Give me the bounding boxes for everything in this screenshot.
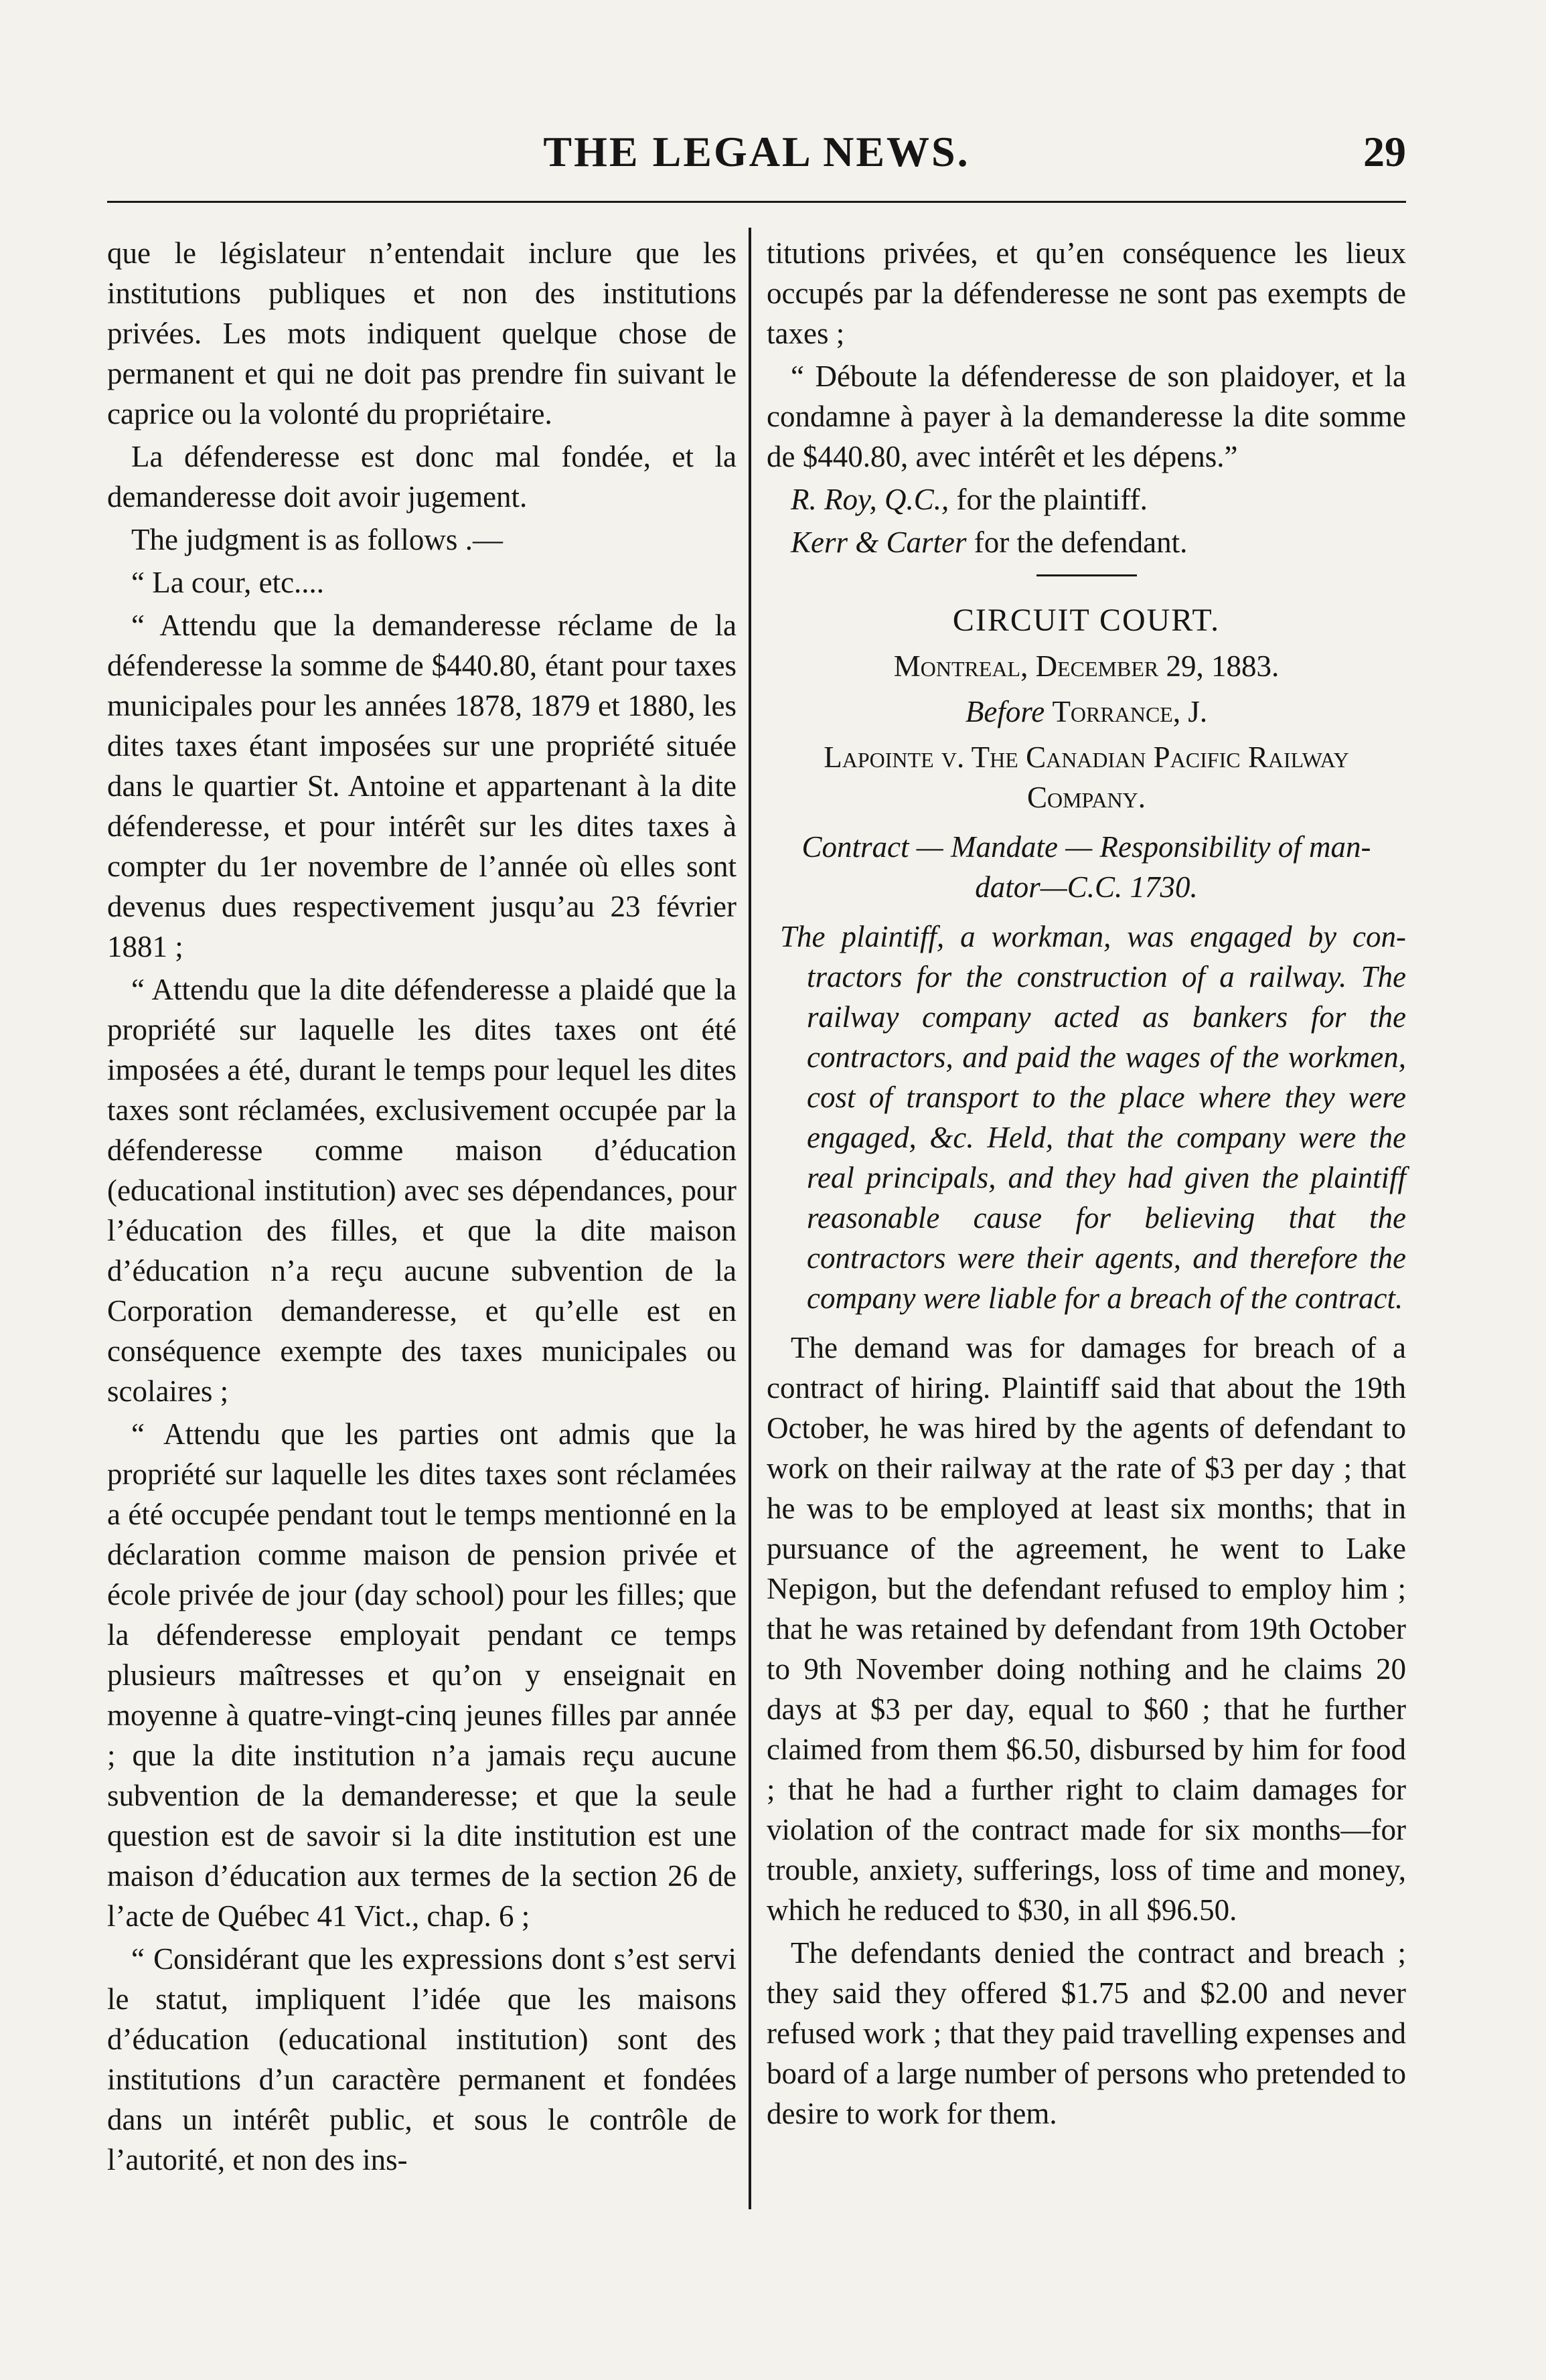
subject-head: Contract — Mandate — Responsibility of mandator—C.C. 1730. — [801, 830, 1371, 904]
paragraph: “ Attendu que la dite défenderesse a plaidé que la propriété sur laquelle les dites taxes ont été imposées a été, durant le temps pour lequel les dites taxes sont réclamées, exclusivement occupée par la défenderesse comme maison d’éducation (educational institution) avec ses dépendances, pour l’éducation des filles, et que la dite maison d’éducation n’a reçu aucune subvention de la Corporation demanderesse, et qu’elle est en conséquence exempte des taxes municipales ou scolaires ; — [107, 973, 737, 1408]
right-column — [767, 233, 1406, 2136]
case-name: Lapointe v. The Canadian Pacific Railway Company. — [824, 740, 1349, 814]
right-column-top — [767, 233, 1406, 477]
court-judge: Before Torrance, J. — [965, 695, 1208, 728]
paragraph: “ La cour, etc.... — [131, 566, 325, 599]
paragraph: “ Attendu que la demanderesse réclame de la défenderesse la somme de $440.80, étant pour taxes municipales pour les années 1878, 1879 et 1880, les dites taxes étant imposées sur une propriété située dans le quartier St. Antoine et appartenant à la dite défenderesse, et pour intérêt sur les dites taxes à compter du 1er novembre de l’année où elles sont devenus dues respectivement jusqu’au 23 février 1881 ; — [107, 609, 737, 963]
attorney-defendant: Kerr & Carter for the defendant. — [791, 526, 1188, 559]
paragraph: “ Attendu que les parties ont admis que la propriété sur laquelle les dites taxes sont réclamées a été occupée pendant tout le temps mentionné en la déclaration comme maison de pension privée et école privée de jour (day school) pour les filles; que la défenderesse employait pendant ce temps plusieurs maîtresses et qu’on y enseignait en moyenne à quatre-vingt-cinq jeunes filles par année ; que la dite institution n’a jamais reçu aucune subvention de la demanderesse; et que la seule question est de savoir si la dite institution est une maison d’éducation aux termes de la section 26 de l’acte de Québec 41 Vict., chap. 6 ; — [107, 1417, 737, 1933]
paragraph: The judgment is as follows .— — [131, 523, 503, 556]
section-rule — [1036, 574, 1137, 576]
paragraph: “ Déboute la défenderesse de son plaidoyer, et la condamne à payer à la demanderesse la dite somme de $440.80, avec intérêt et les dépens.” — [767, 360, 1406, 473]
left-column — [107, 233, 737, 2183]
paragraph: titutions privées, et qu’en conséquence les lieux occupés par la défenderesse ne sont pas exempts de taxes ; — [767, 236, 1406, 350]
paragraph: “ Considérant que les expressions dont s’est servi le statut, impliquent l’idée que les maisons d’éducation (educational institution) sont des institutions d’un caractère permanent et fondées dans un intérêt public, et sous le contrôle de l’autorité, et non des ins- — [107, 1942, 737, 2176]
paragraph: The defendants denied the contract and breach ; they said they offered $1.75 and $2.00 and never refused work ; that they paid travelling expenses and board of a large number of persons who pretended to desire to work for them. — [767, 1936, 1406, 2130]
paragraph: que le législateur n’entendait inclure que les institutions publiques et non des institutions privées. Les mots indiquent quelque chose de permanent et qui ne doit pas prendre fin suivant le caprice ou la volonté du propriétaire. — [107, 236, 737, 430]
header-rule — [107, 201, 1406, 203]
page-number: 29 — [1363, 128, 1406, 175]
court-place-date: Montreal, December 29, 1883. — [893, 649, 1280, 683]
paragraph: The demand was for damages for breach of a contract of hiring. Plaintiff said that about the 19th October, he was hired by the agents of defendant to work on their railway at the rate of $3 per day ; that he was to be employed at least six months; that in pursuance of the agreement, he went to Lake Nepigon, but the defendant refused to employ him ; that he was retained by defendant from 19th October to 9th November doing nothing and he claims 20 days at $3 per day, equal to $60 ; that he further claimed from them $6.50, disbursed by him for food ; that he had a further right to claim damages for violation of the contract made for six months—for trouble, anxiety, sufferings, loss of time and money, which he reduced to $30, in all $96.50. — [767, 1331, 1406, 1927]
paragraph: La défenderesse est donc mal fondée, et la demanderesse doit avoir jugement. — [107, 440, 737, 513]
running-head: THE LEGAL NEWS. — [543, 128, 970, 175]
column-divider — [749, 228, 751, 2209]
headnote: The plaintiff, a workman, was engaged by contractors for the construction of a railway. The railway company acted as bankers for the contractors, and paid the wages of the workmen, cost of transport to the place where they were engaged, &c. Held, that the company were the real principals, and they had given the plaintiff reasonable cause for believing that the contractors were their agents, and therefore the company were liable for a breach of the contract. — [780, 920, 1406, 1315]
page-header — [107, 127, 1406, 201]
right-column-body — [767, 1328, 1406, 2134]
court-title: CIRCUIT COURT. — [952, 603, 1221, 638]
attorney-plaintiff: R. Roy, Q.C., for the plaintiff. — [791, 483, 1148, 516]
